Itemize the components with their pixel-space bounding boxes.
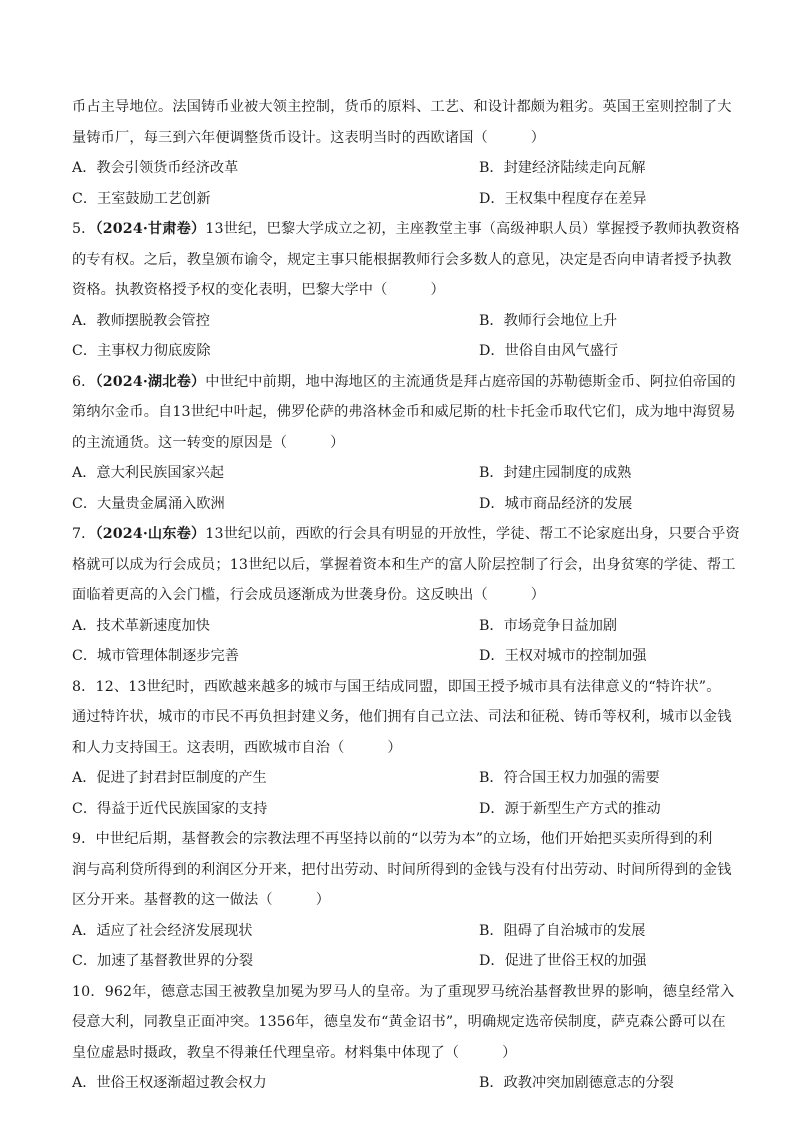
question-number: 5． xyxy=(72,221,96,237)
option-c: C．得益于近代民族国家的支持 xyxy=(72,800,268,817)
option-c: C．城市管理体制逐步完善 xyxy=(72,648,239,664)
stem-line: 区分开来。基督教的这一做法（ ） xyxy=(72,892,331,908)
option-d: D．城市商品经济的发展 xyxy=(479,495,633,512)
option-d: D．世俗自由风气盛行 xyxy=(479,343,619,359)
option-b: B．封建庄园制度的成熟 xyxy=(479,465,632,481)
stem-line: 量铸币厂，每三到六年便调整货币设计。这表明当时的西欧诸国（ ） xyxy=(72,129,546,146)
question-10 xyxy=(72,977,735,1099)
stem-line: 和人力支持国王。这表明，西欧城市自治（ ） xyxy=(72,739,402,756)
stem-line: 侵意大利，同教皇正面冲突。1356年，德皇发布“黄金诏书”，明确规定选帝侯制度，萨克森公爵可以在 xyxy=(72,1014,726,1030)
option-b: B．教师行会地位上升 xyxy=(479,312,618,329)
option-c: C．大量贵金属涌入欧洲 xyxy=(72,495,225,512)
question-4-continued xyxy=(72,92,732,214)
option-grid xyxy=(72,153,732,214)
stem-line: 9．中世纪后期，基督教会的宗教法理不再坚持以前的“以劳为本”的立场，他们开始把买卖所得到的利 xyxy=(72,831,713,847)
stem-line: 的主流通货。这一转变的原因是（ ） xyxy=(72,434,345,451)
option-grid xyxy=(72,1068,732,1099)
question-source: （2024·湖北卷） xyxy=(95,373,206,390)
question-6 xyxy=(72,367,736,520)
stem-text: 中世纪中前期，地中海地区的主流通货是拜占庭帝国的苏勒德斯金币、阿拉伯帝国的 xyxy=(205,373,736,390)
option-a: A．技术革新速度加快 xyxy=(72,617,210,634)
stem-text: 13世纪以前，西欧的行会具有明显的开放性，学徒、帮工不论家庭出身，只要合乎资 xyxy=(205,526,740,542)
stem-line: 10．962年，德意志国王被教皇加冕为罗马人的皇帝。为了重现罗马统治基督教世界的影响，德皇经常入 xyxy=(72,983,735,1000)
question-number: 7． xyxy=(72,526,96,542)
stem-line: 面临着更高的入会门槛，行会成员逐渐成为世袭身份。这反映出（ ） xyxy=(72,587,546,603)
option-d: D．促进了世俗王权的加强 xyxy=(479,953,647,969)
option-a: A．教会引领货币经济改革 xyxy=(72,160,239,176)
option-b: B．市场竞争日益加剧 xyxy=(479,617,618,634)
question-source: （2024·甘肃卷） xyxy=(95,221,206,237)
option-b: B．政教冲突加剧德意志的分裂 xyxy=(479,1075,674,1091)
stem-line xyxy=(72,214,740,245)
exam-page xyxy=(72,92,740,1099)
option-grid xyxy=(72,458,732,519)
stem-line: 润与高利贷所得到的利润区分开来，把付出劳动、时间所得到的金钱与没有付出劳动、时间所得到的金钱 xyxy=(72,861,732,878)
option-b: B．阻碍了自治城市的发展 xyxy=(479,922,646,939)
question-number: 6． xyxy=(72,373,96,390)
stem-line xyxy=(72,367,736,398)
stem-line: 格就可以成为行会成员；13世纪以后，掌握着资本和生产的富人阶层控制了行会，出身贫寒的学徒、帮工 xyxy=(72,556,736,573)
option-d: D．源于新型生产方式的推动 xyxy=(479,800,661,817)
option-c: C．加速了基督教世界的分裂 xyxy=(72,953,254,969)
question-5 xyxy=(72,214,740,367)
option-d: D．王权对城市的控制加强 xyxy=(479,648,647,664)
stem-line: 资格。执教资格授予权的变化表明，巴黎大学中（ ） xyxy=(72,282,445,298)
option-a: A．教师摆脱教会管控 xyxy=(72,312,210,329)
stem-line: 第纳尔金币。自13世纪中叶起，佛罗伦萨的弗洛林金币和威尼斯的杜卡托金币取代它们，成为地中海贸易 xyxy=(72,404,736,420)
option-grid xyxy=(72,916,732,977)
option-c: C．王室鼓励工艺创新 xyxy=(72,190,211,207)
stem-line: 皇位虚悬时摄政，教皇不得兼任代理皇帝。材料集中体现了（ ） xyxy=(72,1044,517,1061)
question-8 xyxy=(72,672,732,825)
question-7 xyxy=(72,519,740,672)
stem-text: 13世纪，巴黎大学成立之初，主座教堂主事（高级神职人员）掌握授予教师执教资格 xyxy=(205,221,740,237)
option-c: C．主事权力彻底废除 xyxy=(72,343,211,359)
stem-line: 币占主导地位。法国铸币业被大领主控制，货币的原料、工艺、和设计都颇为粗劣。英国王室则控制了大 xyxy=(72,99,732,115)
stem-line: 的专有权。之后，教皇颁布谕令，规定主事只能根据教师行会多数人的意见，决定是否向申请者授予执教 xyxy=(72,251,732,268)
option-grid xyxy=(72,306,732,367)
option-b: B．符合国王权力加强的需要 xyxy=(479,770,660,786)
option-a: A．促进了封君封臣制度的产生 xyxy=(72,770,267,786)
option-grid xyxy=(72,763,732,824)
stem-line xyxy=(72,519,740,550)
option-grid xyxy=(72,611,732,672)
stem-line: 8．12、13世纪时，西欧越来越多的城市与国王结成同盟，即国王授予城市具有法律意义的“特许状”。 xyxy=(72,678,721,695)
option-d: D．王权集中程度存在差异 xyxy=(479,190,647,207)
option-a: A．意大利民族国家兴起 xyxy=(72,465,225,481)
question-source: （2024·山东卷） xyxy=(95,526,206,542)
option-b: B．封建经济陆续走向瓦解 xyxy=(479,160,646,176)
option-a: A．适应了社会经济发展现状 xyxy=(72,922,253,939)
stem-line: 通过特许状，城市的市民不再负担封建义务，他们拥有自己立法、司法和征税、铸币等权利，城市以金钱 xyxy=(72,709,732,725)
question-9 xyxy=(72,824,732,977)
option-a: A．世俗王权逐渐超过教会权力 xyxy=(72,1075,267,1091)
